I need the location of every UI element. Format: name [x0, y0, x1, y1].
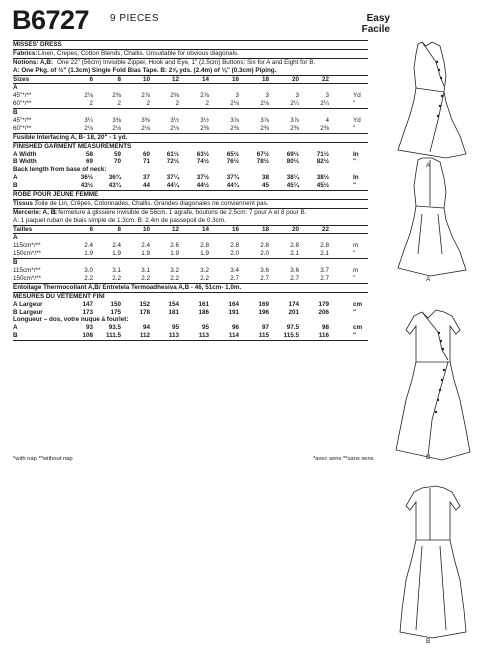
tailles-row-cell: 14: [201, 225, 209, 233]
b-metrage-head: B: [13, 258, 368, 267]
difficulty-en: Easy: [366, 13, 390, 24]
a150-row-cell: 2.1: [320, 250, 329, 258]
b60-row-cell: 2⅜: [260, 124, 269, 132]
back-length-a-row-label: A: [13, 174, 18, 182]
sketch-b-front: [396, 310, 470, 460]
back-length-a-row-cell: 38½: [316, 174, 329, 182]
a45-row-cell: 3: [265, 92, 269, 100]
a-metrage-head: A: [13, 233, 368, 242]
back-length-a-row-unit: In: [353, 174, 359, 182]
a150-row-unit: ": [353, 250, 356, 258]
b45-row-cell: 4: [325, 117, 329, 125]
a-largeur-row-cell: 150: [110, 300, 121, 308]
footer-nap-fr: *avec sens **sans sens: [313, 456, 374, 462]
back-length-b-row-cell: 43¾: [108, 182, 121, 190]
tailles-row-cell: 20: [291, 225, 299, 233]
a60-row-label: 60"*/**: [13, 100, 32, 108]
back-length-b-row-cell: 45¼: [286, 182, 299, 190]
b150-row-cell: 2.2: [141, 274, 150, 282]
longueur-a-row-cell: 97: [261, 324, 269, 332]
a-largeur-row-cell: 169: [258, 300, 269, 308]
a-width-row-cell: 59: [113, 150, 121, 158]
mercerie-label: Mercerie: A, B:: [13, 208, 58, 216]
b-width-row-cell: 82½: [316, 158, 329, 166]
b60-row-cell: 2⅛: [112, 124, 121, 132]
interfacing-row: Fusible Interfacing A, B- 18, 20" - 1 yd.: [13, 133, 368, 142]
longueur-b-row-cell: 113: [168, 332, 179, 340]
b-largeur-row-unit: ": [353, 308, 356, 316]
a45-row-cell: 2⅛: [84, 92, 93, 100]
b45-row-cell: 3⅞: [230, 117, 239, 125]
a-width-row-cell: 67½: [256, 150, 269, 158]
b150-row: [13, 275, 368, 283]
longueur-a-row-cell: 93: [85, 324, 93, 332]
sizes-row-label: Sizes: [13, 75, 30, 83]
a-width-row-label: A Width: [13, 150, 37, 158]
notions-label: Notions: A,B:: [13, 58, 53, 66]
a-width-row: [13, 151, 368, 159]
a150-row-cell: 1.9: [112, 250, 121, 258]
longueur-a-row-cell: 93.5: [108, 324, 121, 332]
b-largeur-row-cell: 186: [198, 308, 209, 316]
notions-row-2: A: One Pkg. of ½" (1.3cm) Single Fold Bias Tape. B: 2⅝ yds. (2.4m) of ⅛" (0.3cm) Piping.: [13, 66, 277, 74]
a-largeur-row: [13, 301, 368, 309]
b45-row-cell: 3¼: [84, 117, 93, 125]
figure-label-3: B: [426, 454, 431, 461]
longueur-b-row-cell: 111.5: [105, 332, 121, 340]
b45-row-cell: 3⅜: [112, 117, 121, 125]
back-length-a-row-cell: 38: [261, 174, 269, 182]
a-yardage-head: A: [13, 83, 368, 92]
difficulty-fr: Facile: [361, 24, 390, 35]
back-length-b-row-cell: 44: [142, 182, 150, 190]
longueur-b-row-label: B: [13, 332, 18, 340]
b-largeur-row-cell: 178: [139, 308, 150, 316]
b-largeur-row-cell: 191: [228, 308, 239, 316]
b-yardage-head: B: [13, 108, 368, 117]
a60-row-cell: 2: [175, 100, 179, 108]
back-length-a-row-cell: 37¾: [226, 174, 239, 182]
a45-row-cell: 3: [325, 92, 329, 100]
tailles-row-label: Tailles: [13, 225, 33, 233]
a60-row-cell: 2: [205, 100, 209, 108]
sizes-row-cell: 8: [117, 75, 121, 83]
a-width-row-unit: In: [353, 150, 359, 158]
tailles-row-cell: 10: [142, 225, 150, 233]
b-width-row-cell: 72½: [166, 158, 179, 166]
b115-row-cell: 3.1: [141, 267, 150, 275]
back-length-a-row-cell: 37¼: [166, 174, 179, 182]
b60-row-cell: 2⅜: [290, 124, 299, 132]
figure-label-1: A: [426, 162, 431, 169]
b60-row-cell: 2⅜: [320, 124, 329, 132]
tailles-row-cell: 8: [117, 225, 121, 233]
b115-row-cell: 3.6: [260, 267, 269, 275]
a-largeur-row-label: A Largeur: [13, 300, 43, 308]
instructions-column: [13, 40, 368, 349]
b-width-row-cell: 80½: [286, 158, 299, 166]
a-largeur-row-cell: 152: [139, 300, 150, 308]
a150-row-cell: 1.9: [200, 250, 209, 258]
mercerie-text: 1 fermeture à glissière invisible de 56cm, 1 agrafe, boutons de 2.5cm: 7 pour A et 8 pour B.: [53, 208, 307, 216]
fabrics-label: Fabrics:: [13, 49, 38, 57]
b150-row-cell: 2.2: [170, 274, 179, 282]
sizes-row-cell: 22: [321, 75, 329, 83]
pieces-count: 9 PIECES: [110, 13, 160, 24]
b115-row-cell: 3.0: [84, 267, 93, 275]
a115-row-cell: 2.8: [290, 242, 299, 250]
notions-row: [13, 58, 368, 67]
fabrics-text: Linen, Crepes, Cotton Blends, Challis. Unsuitable for obvious diagonals.: [38, 49, 239, 57]
back-length-a-row-cell: 36¾: [108, 174, 121, 182]
b45-row-cell: 3⅞: [260, 117, 269, 125]
notions-text: One 22" (56cm) Invisible Zipper, Hook and Eye, 1" (2.5cm) Buttons: Six for A and Eight for B.: [57, 58, 316, 66]
longueur-a-row-cell: 95: [201, 324, 209, 332]
a-largeur-row-cell: 174: [288, 300, 299, 308]
fabrics-row: [13, 49, 368, 58]
b45-row-cell: 3⅞: [290, 117, 299, 125]
a-largeur-row-cell: 161: [198, 300, 209, 308]
b-largeur-row-label: B Largeur: [13, 308, 43, 316]
a115-row-cell: 2.4: [112, 242, 121, 250]
tailles-row-cell: 6: [89, 225, 93, 233]
back-length-b-row-cell: 45: [261, 182, 269, 190]
a115-row-cell: 2.8: [200, 242, 209, 250]
a60-row-cell: 2⅛: [260, 100, 269, 108]
a150-row: [13, 250, 368, 258]
tissus-label: Tissus :: [13, 199, 37, 207]
longueur-b-row-cell: 114: [228, 332, 239, 340]
b115-row-cell: 3.7: [320, 267, 329, 275]
a-width-row-cell: 61½: [166, 150, 179, 158]
b150-row-cell: 2.7: [290, 274, 299, 282]
longueur-a-row-cell: 97.5: [286, 324, 299, 332]
b115-row-cell: 3.2: [200, 267, 209, 275]
longueur-b-row-unit: ": [353, 332, 356, 340]
longueur-b-row: [13, 332, 368, 340]
sketch-a-front: [398, 42, 466, 158]
b150-row-cell: 2.7: [230, 274, 239, 282]
a60-row-cell: 2: [146, 100, 150, 108]
b-width-row-cell: 69: [85, 158, 93, 166]
figure-label-4: B: [426, 638, 431, 645]
a115-row-cell: 2.6: [170, 242, 179, 250]
b115-row-cell: 3.1: [112, 267, 121, 275]
tailles-row: [13, 225, 368, 234]
back-length-a-row-cell: 36½: [80, 174, 93, 182]
sizes-row-cell: 12: [171, 75, 179, 83]
a45-row-cell: 2⅞: [141, 92, 150, 100]
tailles-row-cell: 22: [321, 225, 329, 233]
entoilage-row: Entoilage Thermocollant A,B/ Entretela Termoadhesiva A,B - 46, 51cm- 1.0m.: [13, 283, 368, 292]
b-largeur-row-cell: 196: [258, 308, 269, 316]
b-largeur-row-cell: 181: [168, 308, 179, 316]
a60-row-cell: 2¼: [290, 100, 299, 108]
a150-row-cell: 1.9: [170, 250, 179, 258]
back-length-a-row-cell: 37½: [196, 174, 209, 182]
back-length-b-row-unit: ": [353, 182, 356, 190]
mercerie-row-2: A: 1 paquet ruban de biais simple de 1.3cm. B: 2.4m de passepoil de 0.3cm.: [13, 216, 226, 224]
a115-row-cell: 2.4: [141, 242, 150, 250]
b150-row-unit: ": [353, 274, 356, 282]
longueur-b-row-cell: 116: [318, 332, 329, 340]
tissus-text: Toile de Lin, Crêpes, Cotonnades, Challis. Grandes diagonales ne conviennent pas.: [35, 199, 269, 207]
b-largeur-row: [13, 309, 368, 317]
b60-row-cell: 2⅜: [200, 124, 209, 132]
finished-heading: FINISHED GARMENT MEASUREMENTS: [13, 142, 368, 151]
longueur-b-row-cell: 115: [258, 332, 269, 340]
b-width-row-cell: 76½: [226, 158, 239, 166]
b-width-row-cell: 78½: [256, 158, 269, 166]
b150-row-cell: 2.7: [320, 274, 329, 282]
a115-row-cell: 2.8: [260, 242, 269, 250]
longueur-b-row-cell: 112: [139, 332, 150, 340]
a150-row-cell: 2.1: [290, 250, 299, 258]
dress-sketches: [370, 40, 498, 640]
a-largeur-row-cell: 147: [82, 300, 93, 308]
sizes-row-cell: 10: [142, 75, 150, 83]
b60-row-cell: 2⅛: [84, 124, 93, 132]
back-length-b-row-cell: 44½: [196, 182, 209, 190]
a60-row-cell: 2¼: [320, 100, 329, 108]
a115-row-cell: 2.8: [230, 242, 239, 250]
a115-row-label: 115cm*/**: [13, 242, 41, 250]
longueur-a-row-unit: cm: [353, 324, 363, 332]
b60-row-label: 60"*/**: [13, 124, 32, 132]
longueur-b-row-cell: 113: [198, 332, 209, 340]
tailles-row-cell: 12: [171, 225, 179, 233]
b115-row-label: 115cm*/**: [13, 267, 41, 275]
b60-row-unit: ": [353, 124, 356, 132]
b45-row-cell: 3½: [170, 117, 179, 125]
difficulty-label: [356, 13, 390, 35]
b45-row-unit: Yd: [353, 117, 361, 125]
b45-row-label: 45"*/**: [13, 117, 32, 125]
table-end-rule: [13, 340, 368, 349]
a60-row-cell: 2: [89, 100, 93, 108]
tailles-row-cell: 18: [261, 225, 269, 233]
a-largeur-row-cell: 154: [168, 300, 179, 308]
b115-row: [13, 267, 368, 275]
a115-row-cell: 2.4: [84, 242, 93, 250]
mesures-heading: MESURES DU VÊTEMENT FINI: [13, 292, 368, 301]
title-fr: ROBE POUR JEUNE FEMME: [13, 190, 368, 199]
a-width-row-cell: 69½: [286, 150, 299, 158]
b150-row-cell: 2.2: [84, 274, 93, 282]
pattern-number: B6727: [12, 5, 90, 35]
b115-row-cell: 3.6: [290, 267, 299, 275]
a-largeur-row-cell: 164: [228, 300, 239, 308]
b-width-row-unit: ": [353, 158, 356, 166]
a-width-row-cell: 60: [142, 150, 150, 158]
a-width-row-cell: 63½: [196, 150, 209, 158]
footer-nap-en: *with nap **without nap: [13, 456, 73, 462]
a45-row-unit: Yd: [353, 92, 361, 100]
back-length-a-row-cell: 38¼: [286, 174, 299, 182]
figures-panel: [370, 40, 498, 645]
sizes-row: [13, 75, 368, 84]
b60-row: [13, 125, 368, 133]
a115-row-cell: 2.8: [320, 242, 329, 250]
back-length-b-row-cell: 44¾: [226, 182, 239, 190]
b150-row-label: 150cm*/**: [13, 274, 42, 282]
b115-row-cell: 3.4: [230, 267, 239, 275]
tissus-row: [13, 199, 368, 208]
b150-row-cell: 2.2: [112, 274, 121, 282]
a-largeur-row-unit: cm: [353, 300, 363, 308]
a115-row-unit: m: [353, 242, 359, 250]
a150-row-cell: 2.0: [260, 250, 269, 258]
tailles-row-cell: 16: [231, 225, 239, 233]
back-length-a-row: [13, 174, 368, 182]
b-width-row: [13, 158, 368, 166]
a60-row: [13, 100, 368, 108]
a150-row-cell: 1.9: [84, 250, 93, 258]
sketch-a-back: [398, 158, 466, 276]
b45-row: [13, 117, 368, 125]
b115-row-unit: m: [353, 267, 359, 275]
sizes-row-cell: 6: [89, 75, 93, 83]
back-length-a-row-cell: 37: [142, 174, 150, 182]
sizes-row-cell: 14: [201, 75, 209, 83]
back-length-b-row: [13, 182, 368, 190]
a45-row-cell: 2⅜: [112, 92, 121, 100]
b150-row-cell: 2.2: [200, 274, 209, 282]
a45-row: [13, 92, 368, 100]
back-length-b-row-cell: 45½: [316, 182, 329, 190]
a-width-row-cell: 58: [85, 150, 93, 158]
sketch-b-back: [400, 486, 466, 638]
b60-row-cell: 2⅛: [141, 124, 150, 132]
mercerie-row: [13, 208, 368, 217]
back-length-b-row-cell: 43½: [80, 182, 93, 190]
a-width-row-cell: 65½: [226, 150, 239, 158]
b45-row-cell: 3½: [200, 117, 209, 125]
back-length-label: Back length from base of neck:: [13, 166, 107, 174]
b-width-row-cell: 70: [113, 158, 121, 166]
back-length-b-row-cell: 44¼: [166, 182, 179, 190]
title-en: MISSES' DRESS: [13, 40, 368, 49]
back-length-b-row-label: B: [13, 182, 18, 190]
b-largeur-row-cell: 173: [82, 308, 93, 316]
a45-row-label: 45"*/**: [13, 92, 32, 100]
a60-row-cell: 2: [117, 100, 121, 108]
sizes-row-cell: 20: [291, 75, 299, 83]
longueur-a-row-label: A: [13, 324, 18, 332]
b-largeur-row-cell: 175: [110, 308, 121, 316]
longueur-b-row-cell: 108: [82, 332, 93, 340]
a45-row-cell: 3: [235, 92, 239, 100]
b-width-row-label: B Width: [13, 158, 37, 166]
a150-row-label: 150cm*/**: [13, 250, 42, 258]
figure-label-2: A: [426, 276, 431, 283]
b115-row-cell: 3.2: [170, 267, 179, 275]
a45-row-cell: 2⅝: [170, 92, 179, 100]
a45-row-cell: 3: [295, 92, 299, 100]
longueur-a-row-cell: 98: [321, 324, 329, 332]
a115-row: [13, 242, 368, 250]
a150-row-cell: 2.0: [230, 250, 239, 258]
b60-row-cell: 2⅛: [170, 124, 179, 132]
longueur-b-row-cell: 115.5: [283, 332, 299, 340]
sizes-row-cell: 18: [261, 75, 269, 83]
a45-row-cell: 2⅞: [200, 92, 209, 100]
longueur-a-row-cell: 95: [171, 324, 179, 332]
b-largeur-row-cell: 201: [288, 308, 299, 316]
b45-row-cell: 3⅜: [141, 117, 150, 125]
a-largeur-row-cell: 179: [318, 300, 329, 308]
a60-row-cell: 2⅛: [230, 100, 239, 108]
longueur-a-row: [13, 324, 368, 332]
b-width-row-cell: 71: [142, 158, 150, 166]
longueur-a-row-cell: 96: [231, 324, 239, 332]
b-width-row-cell: 74½: [196, 158, 209, 166]
a150-row-cell: 1.9: [141, 250, 150, 258]
a60-row-unit: ": [353, 100, 356, 108]
b150-row-cell: 2.7: [260, 274, 269, 282]
a-width-row-cell: 71½: [316, 150, 329, 158]
sizes-row-cell: 16: [231, 75, 239, 83]
longueur-label: Longueur – dos, votre nuque à fourlet:: [13, 316, 129, 324]
longueur-a-row-cell: 94: [142, 324, 150, 332]
b-largeur-row-cell: 206: [318, 308, 329, 316]
b60-row-cell: 2⅜: [230, 124, 239, 132]
